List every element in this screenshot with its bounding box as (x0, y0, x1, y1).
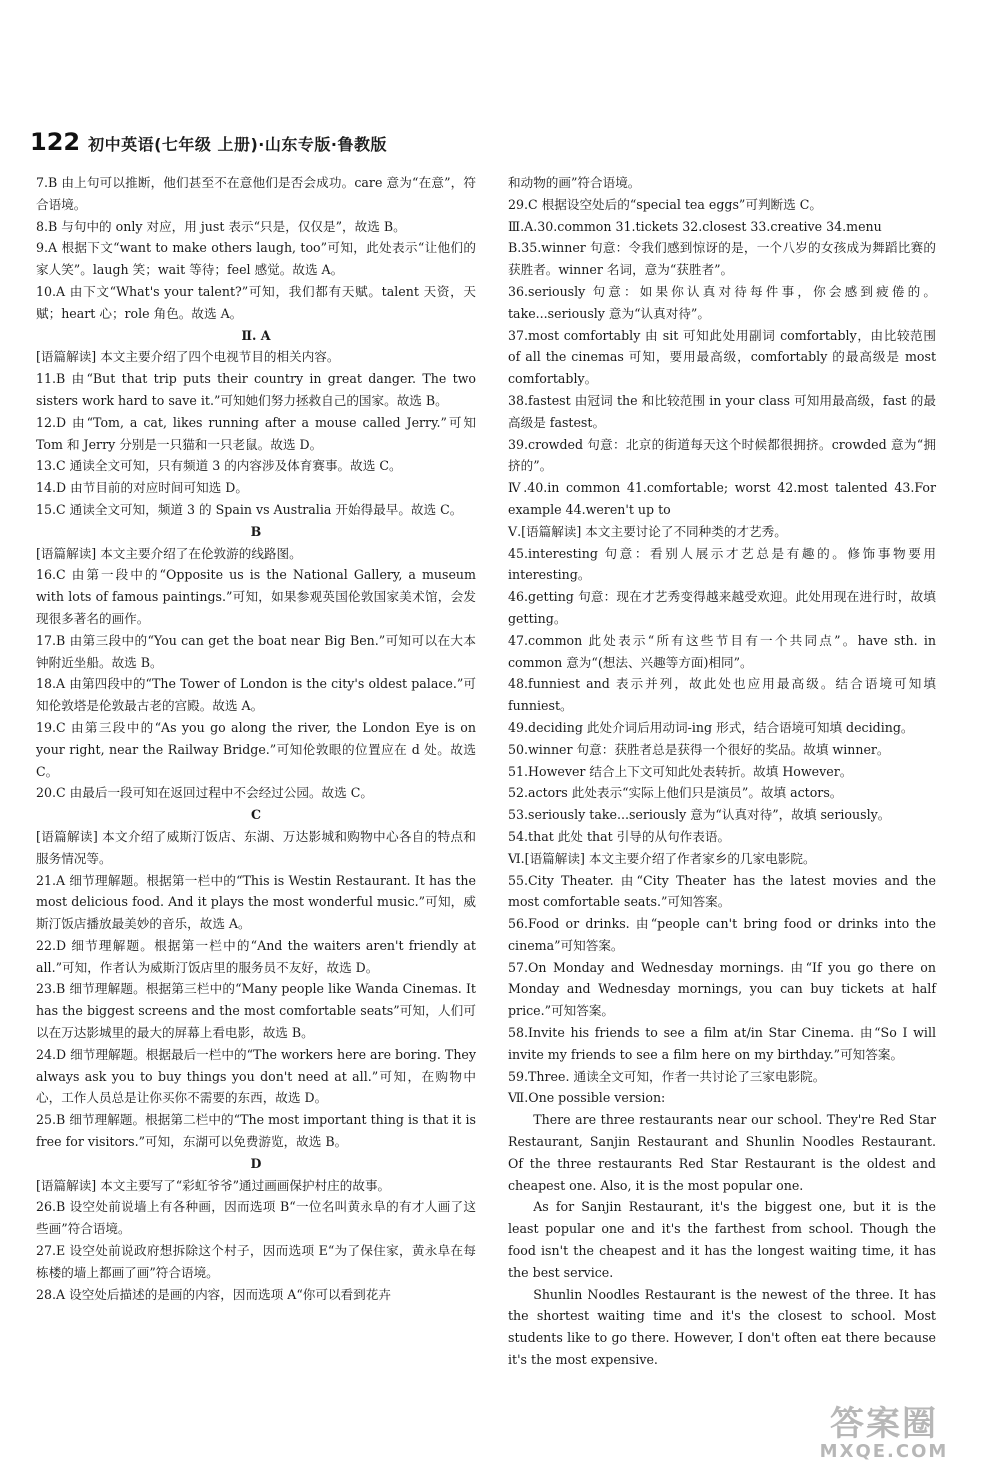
answer-item: 16.C 由第一段中的“Opposite us is the National Gallery, a museum with lots of famous paintings.”可知，如果参观英国伦敦国家美术馆，会发现很多著名的画作。 (36, 567, 476, 626)
answer-item: 45.interesting 句意：看别人展示才艺总是有趣的。修饰事物要用 interesting。 (508, 545, 936, 583)
book-title: 初中英语(七年级 上册)·山东专版·鲁教版 (88, 135, 387, 154)
answer-item: 20.C 由最后一段可知在返回过程中不会经过公园。故选 C。 (36, 785, 373, 801)
answer-item: 24.D 细节理解题。根据最后一栏中的“The workers here are boring. They always ask you to buy things you don't need at all.”可知，在购物中心，工作人员总是让你买你不需要的东西，故选 D。 (36, 1046, 476, 1106)
answer-item: 11.B 由“But that trip puts their country in great danger. The two sisters work hard to save it.”可知她们努力拯救自己的国家。故选 B。 (36, 371, 476, 408)
answer-item: 17.B 由第三段中的“You can get the boat near Big Ben.”可知可以在大本钟附近坐船。故选 B。 (36, 632, 476, 670)
answer-item: 23.B 细节理解题。根据第三栏中的“Many people like Wanda Cinemas. It has the biggest screens and the most comfortable seats”可知，人们可以在万达影城里的最大的屏幕上看电影，故选 B。 (36, 981, 476, 1041)
essay-paragraph: As for Sanjin Restaurant, it's the biggest one, but it is the least popular one and it's the farthest from school. Though the food isn't the cheapest and it has the longest waiting time, it has the best service. (508, 1199, 936, 1280)
answer-item: 29.C 根据设空处后的“special tea eggs”可判断选 C。 (508, 196, 822, 212)
answer-item: 13.C 通读全文可知，只有频道 3 的内容涉及体育赛事。故选 C。 (36, 458, 402, 474)
answer-item: 57.On Monday and Wednesday mornings. 由“If you go there on Monday and Wednesday mornings, you can buy tickets at half price.”可知答案。 (508, 959, 936, 1019)
answer-item: Ⅲ.A.30.common 31.tickets 32.closest 33.creative 34.menu (508, 218, 882, 234)
section-heading: C (250, 807, 262, 823)
answer-item: 47.common 此处表示“所有这些节目有一个共同点”。have sth. in common 意为“(想法、兴趣等方面)相同”。 (508, 632, 936, 670)
answer-item: 15.C 通读全文可知，频道 3 的 Spain vs Australia 开始得最早。故选 C。 (36, 501, 463, 517)
answer-item: 和动物的画”符合语境。 (508, 175, 641, 190)
answer-item: 8.B 与句中的 only 对应，用 just 表示“只是，仅仅是”，故选 B。 (36, 218, 406, 234)
answer-item: 26.B 设空处前说墙上有各种画，因而选项 B“一位名叫黄永阜的有才人画了这些画”符合语境。 (36, 1199, 476, 1237)
answer-item: Ⅵ.[语篇解读] 本文主要介绍了作者家乡的几家电影院。 (508, 850, 816, 866)
answer-item: 50.winner 句意：获胜者总是获得一个很好的奖品。故填 winner。 (508, 741, 890, 757)
answer-item: 38.fastest 由冠词 the 和比较范围 in your class 可知用最高级，fast 的最高级是 fastest。 (508, 392, 936, 430)
right-column (508, 172, 936, 1371)
page-header (30, 128, 490, 162)
answer-item: 53.seriously take...seriously 意为“认真对待”，故填 seriously。 (508, 807, 891, 823)
answer-item: 48.funniest and 表示并列，故此处也应用最高级。结合语境可知填 funniest。 (508, 676, 936, 714)
model-essay (508, 1109, 936, 1371)
section-heading: B (250, 523, 262, 539)
answer-item: 7.B 由上句可以推断，他们甚至不在意他们是否会成功。care 意为“在意”，符合语境。 (36, 175, 476, 212)
answer-item: [语篇解读] 本文主要介绍了四个电视节目的相关内容。 (36, 349, 340, 365)
answer-item: 19.C 由第三段中的“As you go along the river, the London Eye is on your right, near the Railway Bridge.”可知伦敦眼的位置应在 d 处。故选 C。 (36, 719, 476, 779)
answer-item: 22.D 细节理解题。根据第一栏中的“And the waiters aren't friendly at all.”可知，作者认为威斯汀饭店里的服务员不友好，故选 D。 (36, 937, 476, 975)
section-heading: Ⅱ. A (241, 327, 271, 343)
answer-item: 28.A 设空处后描述的是画的内容，因而选项 A“你可以看到花卉 (36, 1286, 391, 1302)
page-number: 122 (30, 128, 81, 156)
answer-item: 9.A 根据下文“want to make others laugh, too”可知，此处表示“让他们的家人笑”。laugh 笑；wait 等待；feel 感觉。故选 A。 (36, 240, 476, 278)
answer-item: [语篇解读] 本文介绍了威斯汀饭店、东湖、万达影城和购物中心各自的特点和服务情况等。 (36, 828, 476, 866)
answer-item: 51.However 结合上下文可知此处表转折。故填 However。 (508, 763, 853, 779)
answer-item: 14.D 由节目前的对应时间可知选 D。 (36, 480, 248, 496)
answer-item: 12.D 由“Tom, a cat, likes running after a mouse called Jerry.”可知 Tom 和 Jerry 分别是一只猫和一只老鼠。故选 D。 (36, 414, 476, 452)
answer-item: [语篇解读] 本文主要写了“彩虹爷爷”通过画画保护村庄的故事。 (36, 1177, 391, 1193)
answer-item: 21.A 细节理解题。根据第一栏中的“This is Westin Restaurant. It has the most delicious food. And it plays the most wonderful music.”可知，威斯汀饭店播放最美妙的音乐，故选 A。 (36, 872, 476, 932)
answer-item: 27.E 设空处前说政府想拆除这个村子，因而选项 E“为了保住家，黄永阜在每栋楼的墙上都画了画”符合语境。 (36, 1243, 476, 1280)
answer-item: 56.Food or drinks. 由“people can't bring food or drinks into the cinema”可知答案。 (508, 916, 936, 953)
watermark-top: 答案圈 (830, 1404, 938, 1444)
answer-item: [语篇解读] 本文主要介绍了在伦敦游的线路图。 (36, 545, 302, 561)
answer-item: Ⅳ.40.in common 41.comfortable; worst 42.most talented 43.For example 44.weren't up to (508, 480, 936, 517)
essay-paragraph: Shunlin Noodles Restaurant is the newest of the three. It has the shortest waiting time and it's the closest to school. Most students like to go there. However, I don't often eat there because it's the most expensive. (508, 1286, 936, 1368)
answer-item: 39.crowded 句意：北京的街道每天这个时候都很拥挤。crowded 意为“拥挤的”。 (508, 436, 936, 474)
answer-item: 58.Invite his friends to see a film at/in Star Cinema. 由“So I will invite my friends to see a film here on my birthday.”可知答案。 (508, 1025, 936, 1062)
answer-item: 18.A 由第四段中的“The Tower of London is the city's oldest palace.”可知伦敦塔是伦敦最古老的宫殿。故选 A。 (36, 676, 476, 714)
answer-item: B.35.winner 句意：令我们感到惊讶的是，一个八岁的女孩成为舞蹈比赛的获胜者。winner 名词，意为“获胜者”。 (508, 240, 936, 278)
watermark-bottom: MXQE.COM (819, 1441, 949, 1462)
left-column (36, 172, 476, 1305)
section-heading: D (250, 1155, 262, 1171)
answer-item: 52.actors 此处表示“实际上他们只是演员”。故填 actors。 (508, 785, 843, 801)
answer-item: 36.seriously 句意：如果你认真对待每件事，你会感到疲倦的。take...seriously 意为“认真对待”。 (508, 283, 936, 321)
answer-item: Ⅶ.One possible version: (508, 1090, 666, 1106)
answer-item: 37.most comfortably 由 sit 可知此处用副词 comfortably，由比较范围 of all the cinemas 可知，要用最高级，comfortably 的最高级是 most comfortably。 (508, 327, 936, 387)
answer-item: 46.getting 句意：现在才艺秀变得越来越受欢迎。此处用现在进行时，故填 getting。 (508, 589, 936, 626)
answer-item: 59.Three. 通读全文可知，作者一共讨论了三家电影院。 (508, 1068, 826, 1084)
answer-item: 49.deciding 此处介词后用动词-ing 形式，结合语境可知填 deciding。 (508, 719, 914, 735)
watermark-logo (784, 1405, 984, 1463)
answer-item: Ⅴ.[语篇解读] 本文主要讨论了不同种类的才艺秀。 (508, 523, 787, 539)
answer-item: 25.B 细节理解题。根据第二栏中的“The most important thing is that it is free for visitors.”可知，东湖可以免费游览，故选 B。 (36, 1112, 476, 1150)
answer-item: 54.that 此处 that 引导的从句作表语。 (508, 828, 731, 844)
essay-paragraph: There are three restaurants near our school. They're Red Star Restaurant, Sanjin Restaurant and Shunlin Noodles Restaurant. Of the three restaurants Red Star Restaurant is the oldest and cheapest one. Also, it is the most popular one. (508, 1112, 936, 1193)
answer-item: 10.A 由下文“What's your talent?”可知，我们都有天赋。talent 天资，天赋；heart 心；role 角色。故选 A。 (36, 283, 476, 321)
answer-item: 55.City Theater. 由“City Theater has the latest movies and the most comfortable seats.”可知答案。 (508, 872, 936, 910)
